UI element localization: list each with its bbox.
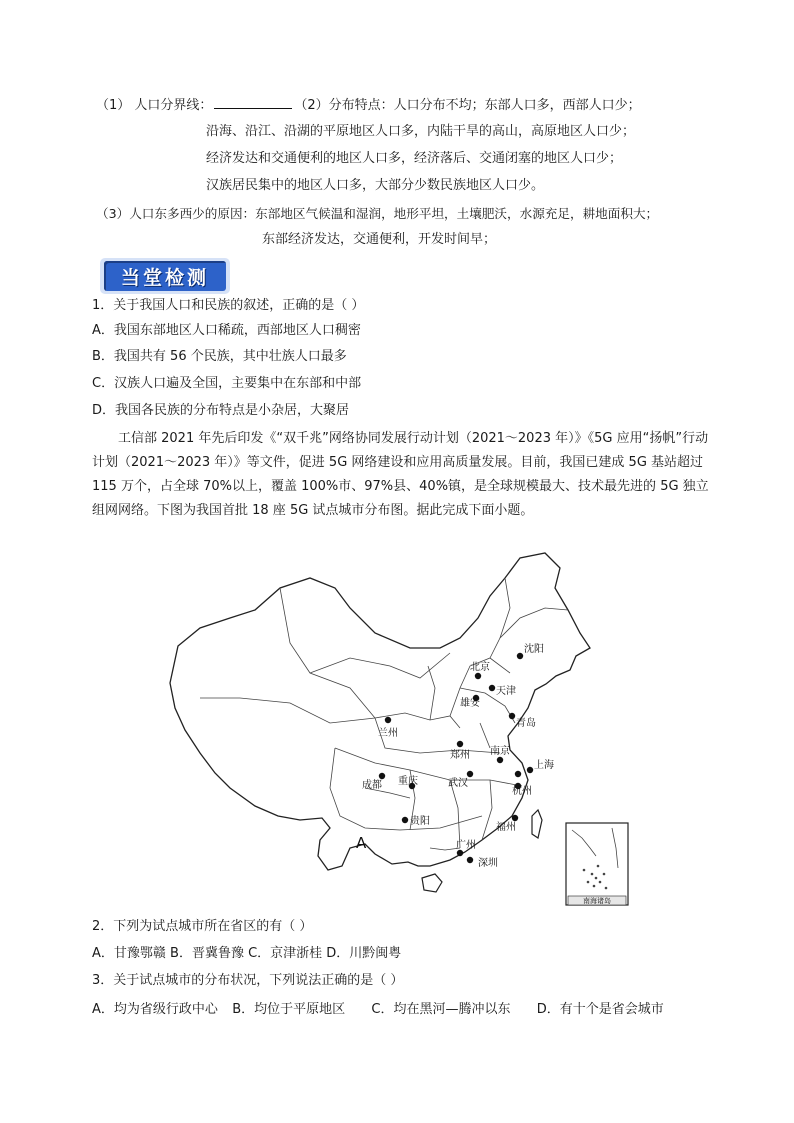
q1-option-a[interactable]: A．我国东部地区人口稀疏，西部地区人口稠密: [92, 323, 361, 338]
summary-line-3: 经济发达和交通便利的地区人口多，经济落后、交通闭塞的地区人口少；: [206, 151, 623, 166]
summary-line-1: （1） 人口分界线： （2）分布特点：人口分布不均；东部人口多，西部人口少；: [96, 98, 641, 113]
city-label: 重庆: [398, 776, 418, 787]
q3-option-c[interactable]: C．均在黑河—腾冲以东: [371, 1002, 511, 1017]
city-dot: [379, 773, 385, 779]
passage-text: 工信部 2021 年先后印发《“双千兆”网络协同发展行动计划（2021～2023 年）》《5G 应用“扬帆”行动计划（2021～2023 年）》等文件，促进 5G 网络建设和应用高质量发展。目前，我国已建成 5G 基站超过 115 万个，占全球 70%以上，覆盖 100%市、97%县、40%镇，是全球规模最大、技术最先进的 5G 独立组网网络。下图为我国首批 18 座 5G 试点城市分布图。据此完成下面小题。: [92, 431, 709, 518]
city-dot: [467, 771, 473, 777]
q3-option-b[interactable]: B．均位于平原地区: [232, 1002, 346, 1017]
q3-options: [92, 1001, 664, 1019]
region-label-a: A: [356, 834, 367, 852]
section-title: 当堂检测: [120, 266, 209, 289]
city-dot: [475, 673, 481, 679]
hainan-island: [422, 874, 442, 892]
city-label: 福州: [496, 822, 516, 833]
q1-option-b[interactable]: B．我国共有 56 个民族，其中壮族人口最多: [92, 349, 347, 364]
q3-stem: 3．关于试点城市的分布状况，下列说法正确的是（ ）: [92, 973, 404, 988]
city-label: 成都: [362, 780, 382, 791]
city-label: 贵阳: [410, 816, 430, 827]
city-markers: [362, 642, 554, 869]
q3-option-d[interactable]: D．有十个是省会城市: [536, 1002, 664, 1017]
city-dot: [509, 713, 515, 719]
city-dot: [527, 767, 533, 773]
q2-stem: 2．下列为试点城市所在省区的有（ ）: [92, 919, 313, 934]
city-dot: [517, 653, 523, 659]
china-outline: [170, 553, 590, 870]
summary-line-5: （3）人口东多西少的原因：东部地区气候温和湿润，地形平坦，土壤肥沃，水源充足，耕地面积大；: [96, 206, 659, 221]
city-label: 青岛: [516, 718, 536, 729]
city-label: 武汉: [448, 778, 468, 789]
city-label: 深圳: [478, 858, 498, 869]
city-label: 北京: [470, 662, 490, 673]
city-label: 沈阳: [524, 644, 544, 655]
q1-option-d[interactable]: D．我国各民族的分布特点是小杂居，大聚居: [92, 403, 350, 418]
answer-blank[interactable]: [214, 96, 292, 109]
south-china-sea-inset: [566, 823, 628, 905]
city-label: 天津: [496, 686, 516, 697]
q2-options[interactable]: A．甘豫鄂赣 B．晋冀鲁豫 C．京津浙桂 D．川黔闽粤: [92, 946, 402, 961]
city-label: 杭州: [512, 786, 532, 797]
summary-line-6: 东部经济发达，交通便利，开发时间早；: [262, 232, 497, 247]
city-dot: [489, 685, 495, 691]
q3-option-a[interactable]: A．均为省级行政中心: [92, 1002, 218, 1017]
summary-line-4: 汉族居民集中的地区人口多，大部分少数民族地区人口少。: [206, 178, 545, 193]
q1-stem: 1．关于我国人口和民族的叙述，正确的是（ ）: [92, 298, 365, 313]
passage: [92, 427, 712, 523]
summary-line-2: 沿海、沿江、沿湖的平原地区人口多，内陆干旱的高山，高原地区人口少；: [206, 124, 636, 139]
city-label: 南京: [490, 746, 510, 757]
china-5g-cities-map: [160, 548, 640, 908]
taiwan-island: [532, 810, 542, 838]
section-banner: [104, 261, 226, 291]
city-dot: [497, 757, 503, 763]
city-label: 上海: [534, 760, 554, 771]
inset-label: 南海诸岛: [583, 897, 611, 905]
city-label: 广州: [456, 840, 476, 851]
city-dot: [467, 857, 473, 863]
city-dot: [512, 815, 518, 821]
city-dot: [385, 717, 391, 723]
city-dot: [515, 771, 521, 777]
city-dot: [457, 741, 463, 747]
q1-option-c[interactable]: C．汉族人口遍及全国，主要集中在东部和中部: [92, 376, 362, 391]
city-dot: [402, 817, 408, 823]
city-label: 兰州: [378, 728, 398, 739]
city-label: 郑州: [450, 750, 470, 761]
city-label: 雄安: [460, 698, 480, 709]
